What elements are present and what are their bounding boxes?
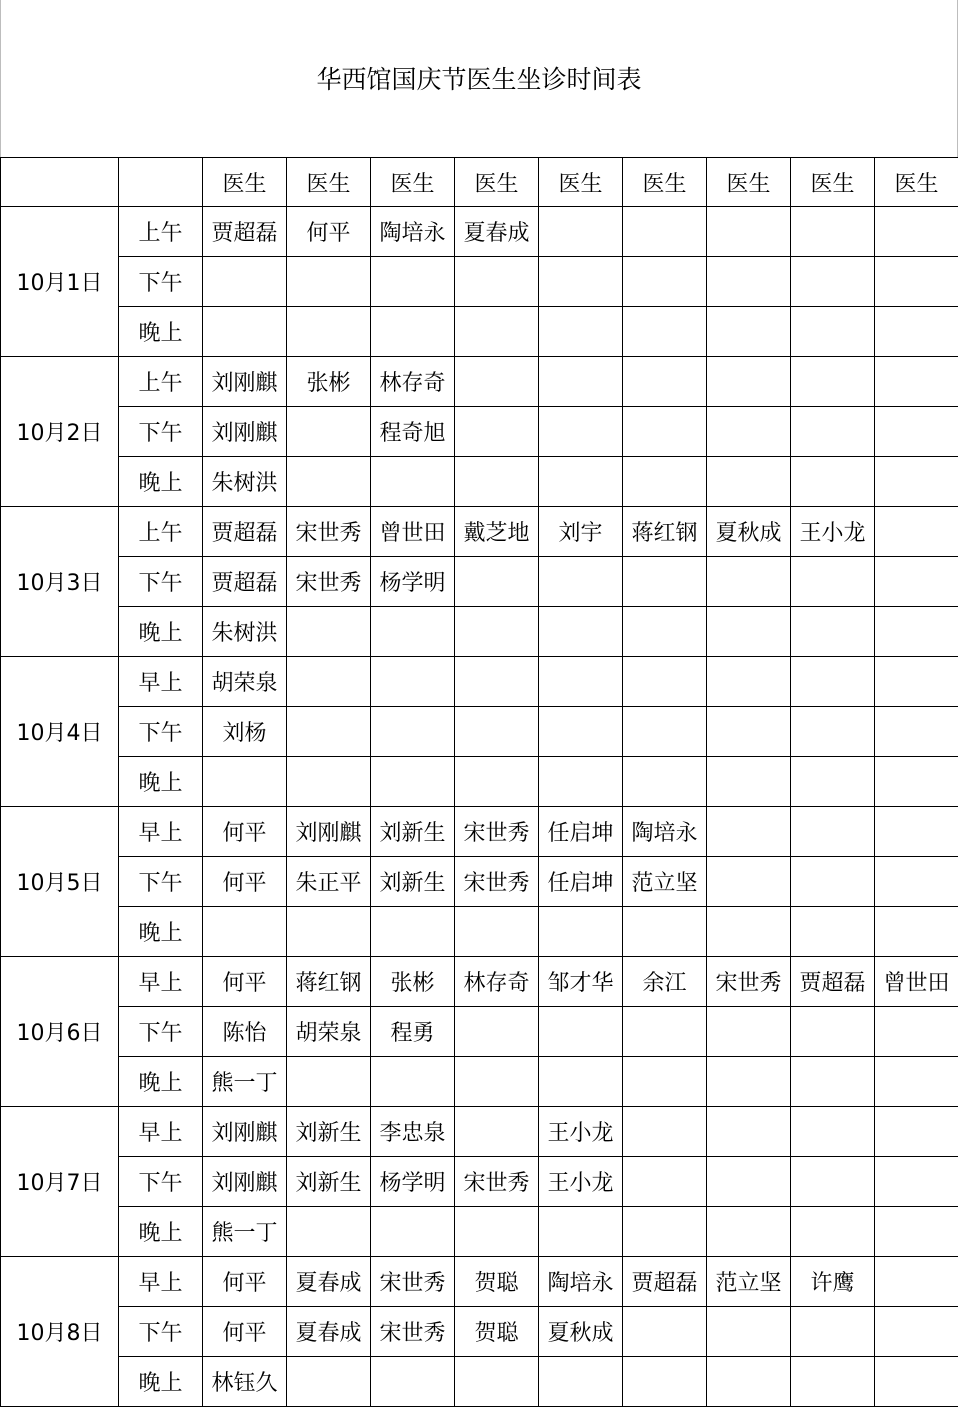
schedule-row: [1, 357, 958, 407]
doctor-cell: [707, 357, 791, 407]
doctor-cell: 程勇: [371, 1007, 455, 1057]
doctor-cell: [455, 607, 539, 657]
doctor-cell: 刘新生: [371, 857, 455, 907]
doctor-cell: [371, 457, 455, 507]
doctor-cell: [539, 307, 623, 357]
schedule-row: [1, 1057, 958, 1107]
date-cell: 10月5日: [1, 807, 119, 957]
doctor-cell: 宋世秀: [287, 557, 371, 607]
doctor-cell: [371, 1057, 455, 1107]
date-cell: 10月1日: [1, 207, 119, 357]
doctor-cell: [791, 457, 875, 507]
doctor-cell: [455, 407, 539, 457]
doctor-cell: 林存奇: [371, 357, 455, 407]
doctor-cell: [623, 257, 707, 307]
doctor-cell: 范立坚: [707, 1257, 791, 1307]
doctor-cell: 贾超磊: [203, 207, 287, 257]
doctor-cell: 朱树洪: [203, 607, 287, 657]
period-cell: 早上: [119, 657, 203, 707]
schedule-row: [1, 407, 958, 457]
doctor-cell: [707, 757, 791, 807]
doctor-cell: [203, 307, 287, 357]
doctor-cell: [791, 1007, 875, 1057]
doctor-cell: [707, 1157, 791, 1207]
doctor-cell: 许鹰: [791, 1257, 875, 1307]
doctor-cell: [623, 907, 707, 957]
doctor-cell: 夏春成: [287, 1307, 371, 1357]
doctor-cell: [791, 407, 875, 457]
doctor-cell: [875, 607, 958, 657]
doctor-cell: [875, 1057, 958, 1107]
doctor-cell: [707, 707, 791, 757]
doctor-cell: [791, 857, 875, 907]
doctor-cell: [707, 807, 791, 857]
period-cell: 晚上: [119, 1057, 203, 1107]
doctor-cell: 贺聪: [455, 1257, 539, 1307]
doctor-cell: 刘宇: [539, 507, 623, 557]
doctor-cell: [791, 1057, 875, 1107]
doctor-cell: 朱正平: [287, 857, 371, 907]
period-cell: 下午: [119, 257, 203, 307]
doctor-cell: [623, 1207, 707, 1257]
doctor-cell: [875, 1257, 958, 1307]
schedule-row: [1, 657, 958, 707]
doctor-cell: [287, 1057, 371, 1107]
doctor-cell: [707, 1307, 791, 1357]
schedule-row: [1, 207, 958, 257]
doctor-cell: [623, 357, 707, 407]
doctor-cell: 程奇旭: [371, 407, 455, 457]
period-cell: 下午: [119, 1007, 203, 1057]
period-cell: 下午: [119, 1157, 203, 1207]
header-doctor-cell: 医生: [539, 158, 623, 207]
doctor-cell: 何平: [203, 957, 287, 1007]
header-doctor-cell: 医生: [623, 158, 707, 207]
doctor-cell: 陶培永: [371, 207, 455, 257]
schedule-row: [1, 1307, 958, 1357]
doctor-cell: [623, 1357, 707, 1407]
doctor-cell: [623, 707, 707, 757]
doctor-cell: [875, 307, 958, 357]
doctor-cell: [623, 1157, 707, 1207]
doctor-cell: 曾世田: [371, 507, 455, 557]
doctor-cell: [707, 407, 791, 457]
doctor-cell: [875, 757, 958, 807]
period-cell: 早上: [119, 807, 203, 857]
doctor-cell: [623, 207, 707, 257]
doctor-cell: [455, 907, 539, 957]
doctor-cell: [791, 1107, 875, 1157]
schedule-row: [1, 607, 958, 657]
header-period-cell: [119, 158, 203, 207]
doctor-cell: [287, 1357, 371, 1407]
doctor-cell: [371, 307, 455, 357]
doctor-cell: [455, 357, 539, 407]
doctor-cell: [791, 257, 875, 307]
doctor-cell: 戴芝地: [455, 507, 539, 557]
schedule-table: [0, 157, 958, 1407]
doctor-cell: [371, 1207, 455, 1257]
schedule-row: [1, 1357, 958, 1407]
doctor-cell: [623, 1107, 707, 1157]
doctor-cell: 贾超磊: [203, 557, 287, 607]
doctor-cell: [875, 1007, 958, 1057]
doctor-cell: 熊一丁: [203, 1057, 287, 1107]
doctor-cell: [623, 607, 707, 657]
schedule-row: [1, 307, 958, 357]
date-cell: 10月2日: [1, 357, 119, 507]
schedule-row: [1, 507, 958, 557]
doctor-cell: 宋世秀: [371, 1257, 455, 1307]
doctor-cell: [203, 257, 287, 307]
doctor-cell: 朱树洪: [203, 457, 287, 507]
doctor-cell: [539, 657, 623, 707]
doctor-cell: 何平: [203, 807, 287, 857]
doctor-cell: [455, 257, 539, 307]
doctor-cell: 熊一丁: [203, 1207, 287, 1257]
period-cell: 晚上: [119, 757, 203, 807]
doctor-cell: [791, 607, 875, 657]
doctor-cell: 刘新生: [287, 1157, 371, 1207]
doctor-cell: [707, 457, 791, 507]
doctor-cell: [371, 1357, 455, 1407]
doctor-cell: 刘刚麒: [203, 1157, 287, 1207]
doctor-cell: 夏春成: [455, 207, 539, 257]
doctor-cell: [875, 1107, 958, 1157]
doctor-cell: [371, 707, 455, 757]
doctor-cell: [875, 257, 958, 307]
doctor-cell: [623, 407, 707, 457]
doctor-cell: 陈怡: [203, 1007, 287, 1057]
doctor-cell: 宋世秀: [287, 507, 371, 557]
doctor-cell: [875, 1307, 958, 1357]
doctor-cell: [455, 1007, 539, 1057]
doctor-cell: [791, 907, 875, 957]
doctor-cell: [791, 707, 875, 757]
header-doctor-cell: 医生: [791, 158, 875, 207]
doctor-cell: 何平: [287, 207, 371, 257]
doctor-cell: 陶培永: [539, 1257, 623, 1307]
period-cell: 早上: [119, 1257, 203, 1307]
doctor-cell: [539, 257, 623, 307]
doctor-cell: [875, 857, 958, 907]
doctor-cell: [707, 1107, 791, 1157]
doctor-cell: [707, 857, 791, 907]
doctor-cell: [875, 357, 958, 407]
doctor-cell: 何平: [203, 1257, 287, 1307]
doctor-cell: [287, 657, 371, 707]
doctor-cell: 李忠泉: [371, 1107, 455, 1157]
doctor-cell: 曾世田: [875, 957, 958, 1007]
doctor-cell: [371, 657, 455, 707]
doctor-cell: [875, 557, 958, 607]
doctor-cell: [287, 607, 371, 657]
doctor-cell: [623, 457, 707, 507]
doctor-cell: [623, 1057, 707, 1107]
doctor-cell: [875, 1207, 958, 1257]
doctor-cell: [875, 807, 958, 857]
doctor-cell: [707, 1357, 791, 1407]
doctor-cell: [875, 1357, 958, 1407]
header-doctor-cell: 医生: [707, 158, 791, 207]
doctor-cell: 夏秋成: [707, 507, 791, 557]
doctor-cell: [371, 907, 455, 957]
doctor-cell: [287, 407, 371, 457]
doctor-cell: [875, 207, 958, 257]
doctor-cell: 任启坤: [539, 857, 623, 907]
period-cell: 晚上: [119, 1357, 203, 1407]
doctor-cell: [371, 607, 455, 657]
doctor-cell: [287, 907, 371, 957]
doctor-cell: 贾超磊: [791, 957, 875, 1007]
date-cell: 10月3日: [1, 507, 119, 657]
title-area: [0, 0, 958, 157]
doctor-cell: 余江: [623, 957, 707, 1007]
doctor-cell: [623, 757, 707, 807]
doctor-cell: 邹才华: [539, 957, 623, 1007]
doctor-cell: 刘刚麒: [203, 407, 287, 457]
doctor-cell: 蒋红钢: [623, 507, 707, 557]
doctor-cell: [455, 757, 539, 807]
doctor-cell: 刘刚麒: [203, 1107, 287, 1157]
doctor-cell: [791, 757, 875, 807]
doctor-cell: [455, 1207, 539, 1257]
doctor-cell: 胡荣泉: [287, 1007, 371, 1057]
doctor-cell: 宋世秀: [455, 807, 539, 857]
schedule-row: [1, 557, 958, 607]
doctor-cell: [539, 707, 623, 757]
doctor-cell: [707, 307, 791, 357]
period-cell: 晚上: [119, 907, 203, 957]
header-doctor-cell: 医生: [875, 158, 958, 207]
doctor-cell: [791, 1357, 875, 1407]
period-cell: 上午: [119, 357, 203, 407]
doctor-cell: [707, 607, 791, 657]
doctor-cell: [287, 1207, 371, 1257]
period-cell: 早上: [119, 957, 203, 1007]
doctor-cell: [623, 1307, 707, 1357]
date-cell: 10月4日: [1, 657, 119, 807]
period-cell: 下午: [119, 707, 203, 757]
doctor-cell: [791, 1307, 875, 1357]
header-doctor-cell: 医生: [203, 158, 287, 207]
doctor-cell: [623, 657, 707, 707]
schedule-row: [1, 957, 958, 1007]
header-doctor-cell: 医生: [287, 158, 371, 207]
doctor-cell: 胡荣泉: [203, 657, 287, 707]
date-cell: 10月7日: [1, 1107, 119, 1257]
doctor-cell: [455, 657, 539, 707]
doctor-cell: [539, 207, 623, 257]
doctor-cell: 宋世秀: [455, 857, 539, 907]
doctor-cell: 张彬: [371, 957, 455, 1007]
doctor-cell: [623, 557, 707, 607]
doctor-cell: 林钰久: [203, 1357, 287, 1407]
doctor-cell: 陶培永: [623, 807, 707, 857]
header-doctor-cell: 医生: [371, 158, 455, 207]
doctor-cell: [203, 757, 287, 807]
doctor-cell: 宋世秀: [371, 1307, 455, 1357]
doctor-cell: [539, 907, 623, 957]
doctor-cell: [875, 507, 958, 557]
doctor-cell: 杨学明: [371, 1157, 455, 1207]
doctor-cell: [707, 1207, 791, 1257]
doctor-cell: 宋世秀: [455, 1157, 539, 1207]
header-date-cell: [1, 158, 119, 207]
period-cell: 下午: [119, 857, 203, 907]
doctor-cell: [707, 657, 791, 707]
doctor-cell: [875, 707, 958, 757]
doctor-cell: [791, 807, 875, 857]
doctor-cell: 何平: [203, 1307, 287, 1357]
doctor-cell: 王小龙: [539, 1107, 623, 1157]
doctor-cell: [707, 1007, 791, 1057]
doctor-cell: 张彬: [287, 357, 371, 407]
doctor-cell: 林存奇: [455, 957, 539, 1007]
period-cell: 下午: [119, 407, 203, 457]
date-cell: 10月8日: [1, 1257, 119, 1407]
doctor-cell: [791, 557, 875, 607]
page-title: 华西馆国庆节医生坐诊时间表: [316, 65, 642, 94]
doctor-cell: [791, 657, 875, 707]
doctor-cell: [707, 907, 791, 957]
period-cell: 晚上: [119, 457, 203, 507]
doctor-cell: [287, 257, 371, 307]
doctor-cell: 杨学明: [371, 557, 455, 607]
header-doctor-cell: 医生: [455, 158, 539, 207]
schedule-row: [1, 457, 958, 507]
doctor-cell: [455, 557, 539, 607]
period-cell: 早上: [119, 1107, 203, 1157]
doctor-cell: [539, 1357, 623, 1407]
doctor-cell: [287, 307, 371, 357]
doctor-cell: [539, 1007, 623, 1057]
doctor-cell: [287, 707, 371, 757]
schedule-row: [1, 1257, 958, 1307]
doctor-cell: 何平: [203, 857, 287, 907]
doctor-cell: 蒋红钢: [287, 957, 371, 1007]
doctor-cell: 夏春成: [287, 1257, 371, 1307]
doctor-cell: [623, 1007, 707, 1057]
doctor-cell: [623, 307, 707, 357]
schedule-row: [1, 1107, 958, 1157]
doctor-cell: 贾超磊: [203, 507, 287, 557]
doctor-cell: 刘杨: [203, 707, 287, 757]
period-cell: 下午: [119, 557, 203, 607]
schedule-row: [1, 757, 958, 807]
doctor-cell: [539, 1207, 623, 1257]
doctor-cell: 刘刚麒: [203, 357, 287, 407]
period-cell: 晚上: [119, 1207, 203, 1257]
doctor-cell: [791, 1157, 875, 1207]
schedule-row: [1, 707, 958, 757]
doctor-cell: [371, 257, 455, 307]
doctor-cell: 贾超磊: [623, 1257, 707, 1307]
doctor-cell: [791, 1207, 875, 1257]
doctor-cell: [707, 557, 791, 607]
doctor-cell: [371, 757, 455, 807]
doctor-cell: [455, 1357, 539, 1407]
doctor-cell: 夏秋成: [539, 1307, 623, 1357]
doctor-cell: [539, 357, 623, 407]
doctor-cell: [455, 1057, 539, 1107]
schedule-row: [1, 807, 958, 857]
schedule-row: [1, 1007, 958, 1057]
schedule-row: [1, 257, 958, 307]
doctor-cell: 范立坚: [623, 857, 707, 907]
doctor-cell: 王小龙: [539, 1157, 623, 1207]
schedule-body: [1, 207, 958, 1407]
doctor-cell: 贺聪: [455, 1307, 539, 1357]
schedule-row: [1, 1157, 958, 1207]
period-cell: 上午: [119, 207, 203, 257]
doctor-cell: [539, 1057, 623, 1107]
doctor-cell: [539, 557, 623, 607]
period-cell: 晚上: [119, 307, 203, 357]
doctor-cell: 刘新生: [287, 1107, 371, 1157]
doctor-cell: 刘刚麒: [287, 807, 371, 857]
header-row: [1, 158, 958, 207]
doctor-cell: [455, 457, 539, 507]
doctor-cell: [707, 257, 791, 307]
doctor-cell: [539, 757, 623, 807]
doctor-cell: [455, 307, 539, 357]
doctor-cell: [875, 1157, 958, 1207]
period-cell: 上午: [119, 507, 203, 557]
schedule-row: [1, 1207, 958, 1257]
doctor-cell: 任启坤: [539, 807, 623, 857]
doctor-cell: [287, 757, 371, 807]
period-cell: 晚上: [119, 607, 203, 657]
doctor-cell: [791, 307, 875, 357]
doctor-cell: [875, 407, 958, 457]
doctor-cell: [455, 1107, 539, 1157]
period-cell: 下午: [119, 1307, 203, 1357]
doctor-cell: [203, 907, 287, 957]
doctor-cell: [875, 907, 958, 957]
date-cell: 10月6日: [1, 957, 119, 1107]
doctor-cell: [707, 1057, 791, 1107]
doctor-cell: 王小龙: [791, 507, 875, 557]
doctor-cell: [707, 207, 791, 257]
doctor-cell: 宋世秀: [707, 957, 791, 1007]
doctor-cell: [791, 207, 875, 257]
doctor-cell: [539, 607, 623, 657]
schedule-row: [1, 907, 958, 957]
doctor-cell: [875, 457, 958, 507]
doctor-cell: 刘新生: [371, 807, 455, 857]
doctor-cell: [791, 357, 875, 407]
doctor-cell: [455, 707, 539, 757]
doctor-cell: [539, 457, 623, 507]
doctor-cell: [875, 657, 958, 707]
schedule-row: [1, 857, 958, 907]
doctor-cell: [287, 457, 371, 507]
doctor-cell: [539, 407, 623, 457]
